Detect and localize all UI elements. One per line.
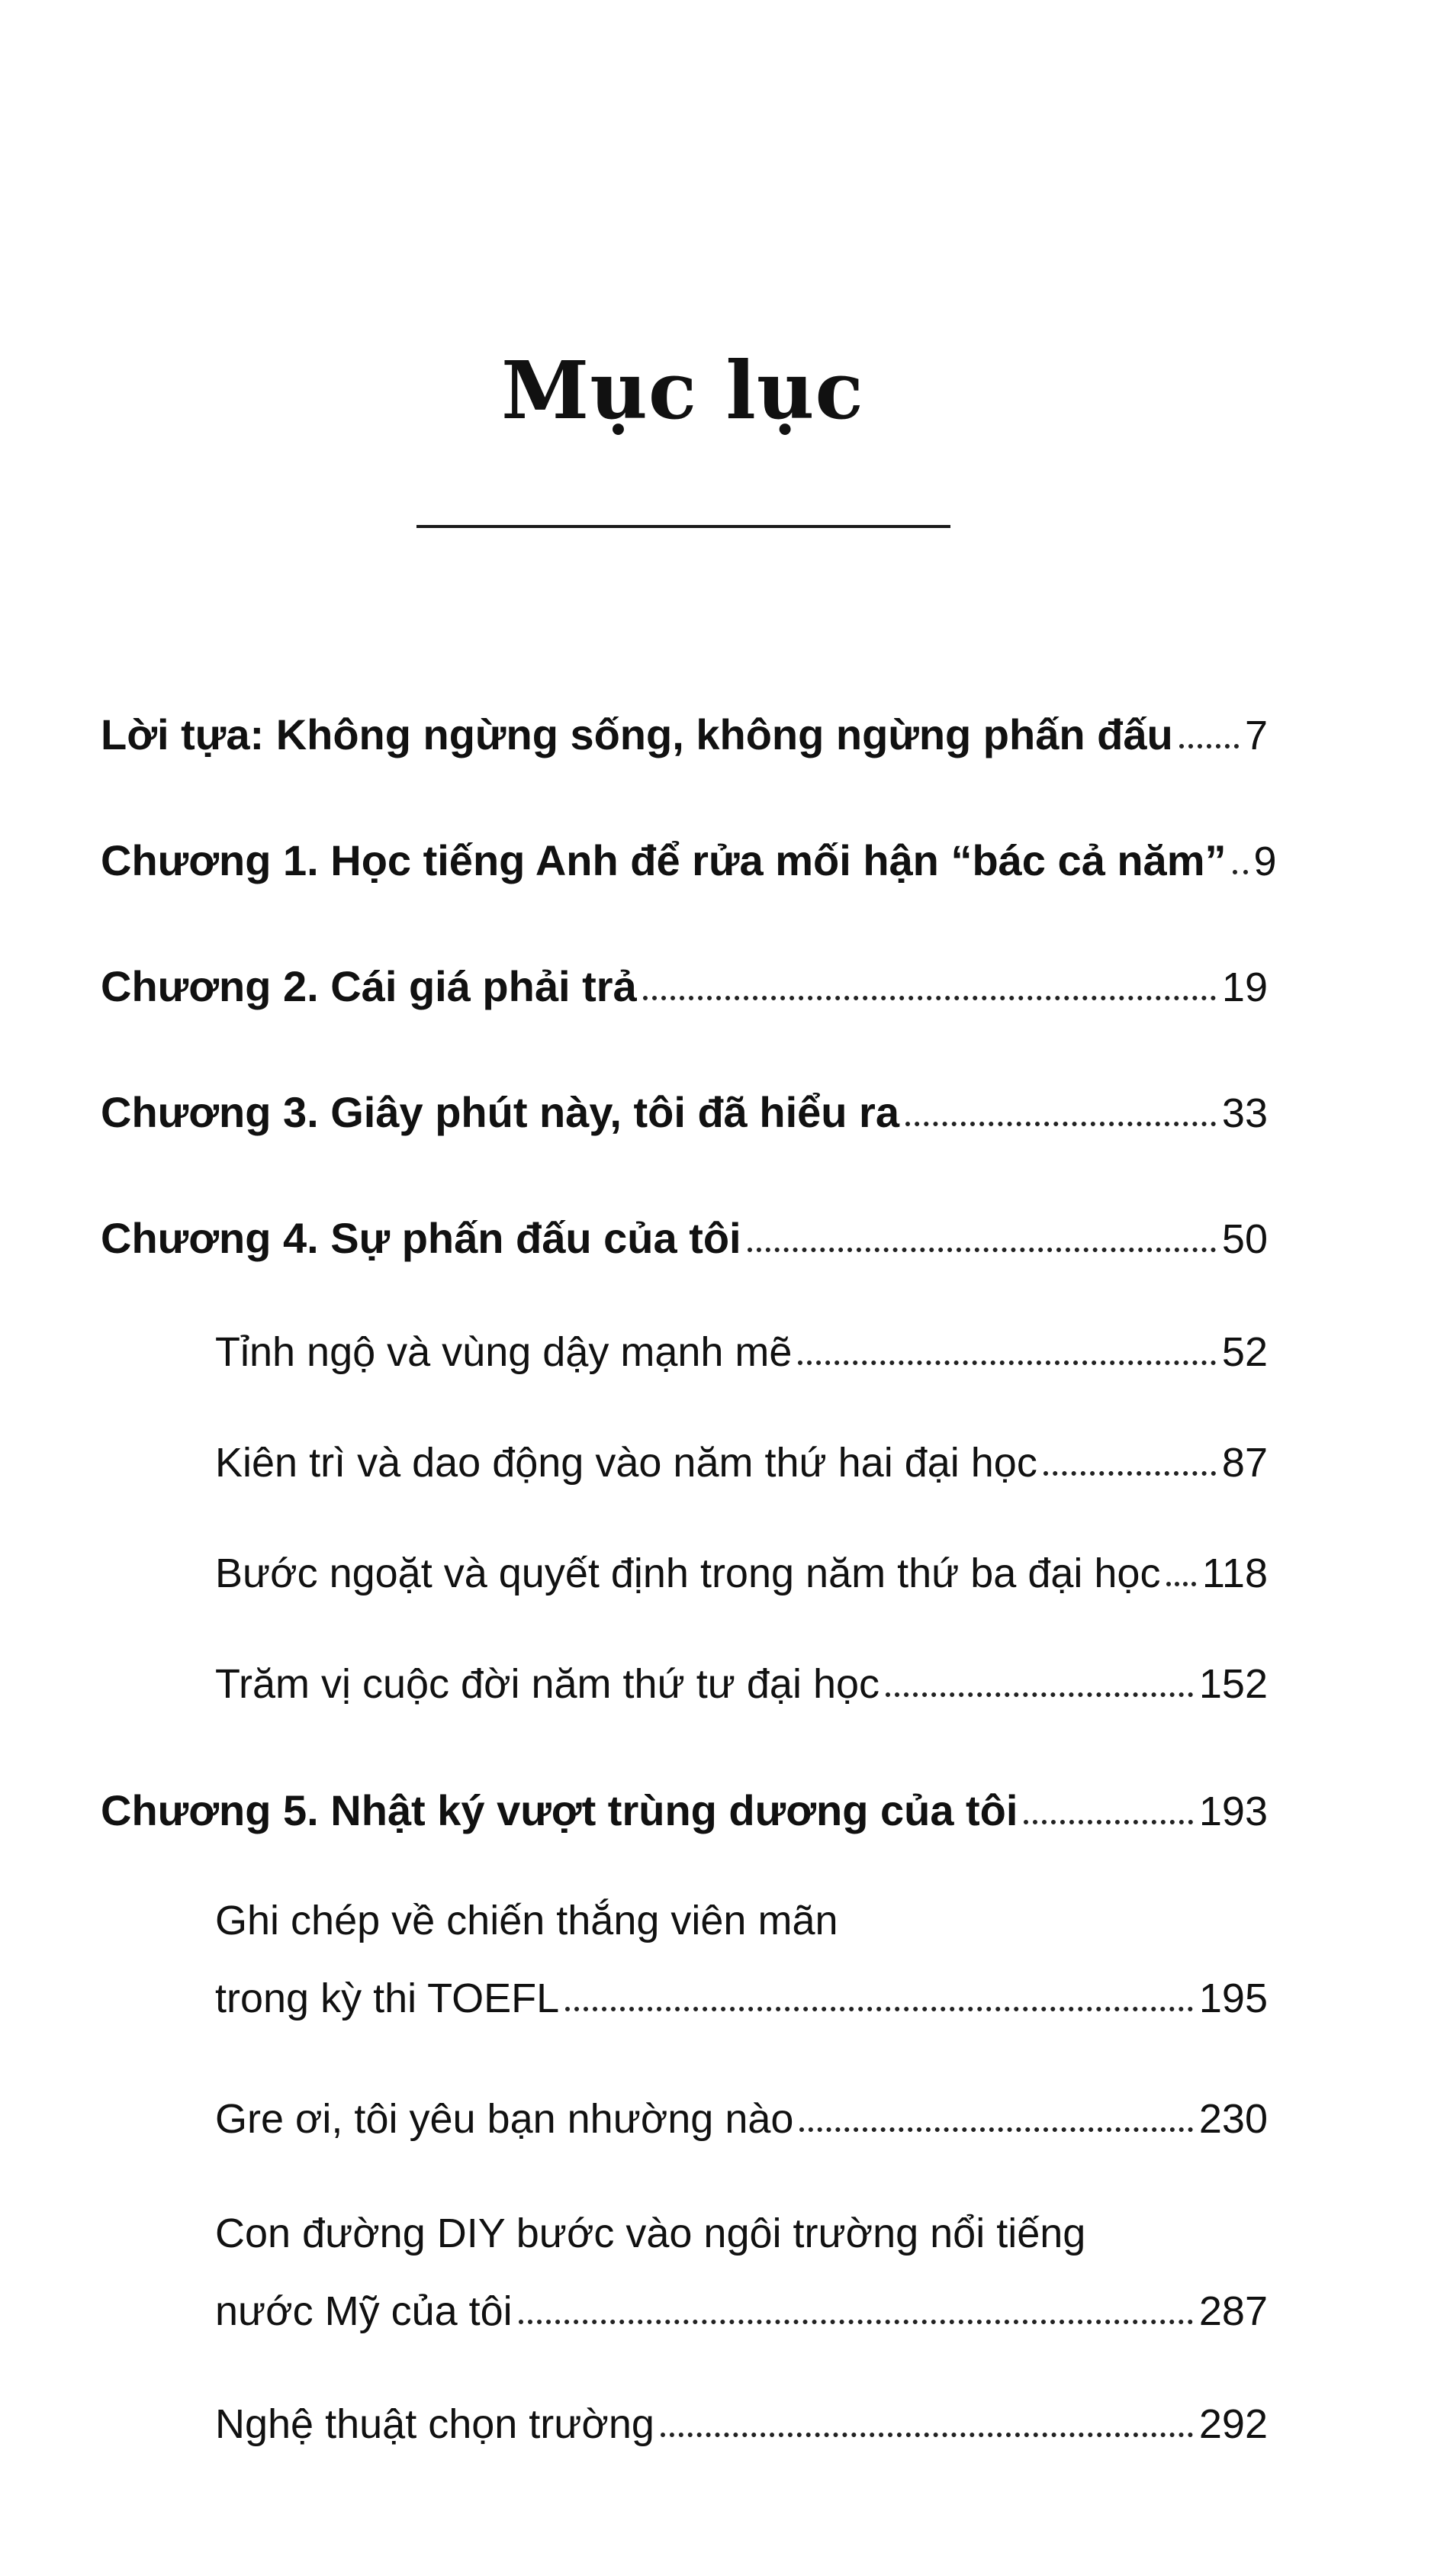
dot-leader (748, 1248, 1216, 1252)
toc-entry-second-line (215, 1975, 1268, 2021)
toc-page-number: 19 (1221, 964, 1268, 1010)
toc-entry-section-5-3[interactable] (215, 2213, 1268, 2332)
toc-entry-section-5-2[interactable] (215, 2098, 1268, 2140)
toc-entry-label: Nghệ thuật chọn trường (215, 2401, 654, 2447)
dot-leader (519, 2320, 1193, 2324)
toc-page-number: 118 (1201, 1550, 1268, 1596)
toc-entry-label-line-2: nước Mỹ của tôi (215, 2288, 513, 2334)
toc-page-number: 195 (1198, 1975, 1268, 2021)
toc-entry-chapter-5[interactable] (101, 1786, 1268, 1834)
toc-entry-label: Chương 5. Nhật ký vượt trùng dương của tôi (101, 1786, 1018, 1834)
toc-entry-chapter-1[interactable] (101, 836, 1277, 884)
toc-page-number: 292 (1198, 2401, 1268, 2447)
toc-entry-label: Chương 1. Học tiếng Anh để rửa mối hận “bác cả năm” (101, 836, 1227, 884)
toc-entry-section-4-4[interactable] (215, 1663, 1268, 1705)
toc-page-number: 52 (1221, 1329, 1268, 1375)
dot-leader (1166, 1582, 1195, 1586)
toc-entry-label: Bước ngoặt và quyết định trong năm thứ ba đại học (215, 1550, 1161, 1596)
toc-entry-label-line-2: trong kỳ thi TOEFL (215, 1975, 560, 2021)
toc-entry-chapter-4[interactable] (101, 1214, 1268, 1262)
toc-page-number: 87 (1221, 1440, 1268, 1486)
toc-entry-section-5-4[interactable] (215, 2401, 1268, 2447)
toc-page-number: 152 (1198, 1661, 1268, 1707)
toc-entry-label-line-1: Ghi chép về chiến thắng viên mãn (215, 1898, 838, 1943)
toc-entry-label: Tỉnh ngộ và vùng dậy mạnh mẽ (215, 1329, 793, 1375)
toc-page-number: 193 (1198, 1789, 1268, 1834)
toc-entry-label: Chương 2. Cái giá phải trả (101, 962, 637, 1010)
toc-page-number: 50 (1221, 1216, 1268, 1262)
toc-entry-label: Chương 3. Giây phút này, tôi đã hiểu ra (101, 1088, 899, 1136)
toc-entry-label: Trăm vị cuộc đời năm thứ tư đại học (215, 1661, 880, 1707)
dot-leader (905, 1122, 1216, 1126)
toc-entry-section-5-1[interactable] (215, 1900, 1268, 2019)
toc-page-number: 33 (1221, 1090, 1268, 1136)
toc-entry-chapter-3[interactable] (101, 1088, 1268, 1136)
toc-page-number: 287 (1198, 2288, 1268, 2334)
dot-leader (799, 2127, 1192, 2132)
dot-leader (1044, 1471, 1216, 1476)
toc-entry-label-line-1: Con đường DIY bước vào ngôi trường nổi tiếng (215, 2211, 1086, 2256)
toc-entry-label: Kiên trì và dao động vào năm thứ hai đại học (215, 1440, 1037, 1486)
toc-entry-preface[interactable] (101, 710, 1268, 758)
dot-leader (1233, 870, 1248, 874)
toc-page-number: 9 (1253, 839, 1277, 884)
dot-leader (886, 1692, 1193, 1697)
toc-entry-section-4-3[interactable] (215, 1550, 1268, 1596)
dot-leader (661, 2433, 1193, 2437)
dot-leader (565, 2007, 1193, 2011)
toc-entry-label: Gre ơi, tôi yêu bạn nhường nào (215, 2096, 794, 2142)
dot-leader (1024, 1820, 1192, 1824)
toc-page-number: 230 (1198, 2096, 1268, 2142)
toc-entry-section-4-1[interactable] (215, 1331, 1268, 1373)
title-divider (416, 525, 950, 528)
toc-entry-label: Chương 4. Sự phấn đấu của tôi (101, 1214, 741, 1262)
toc-entry-label: Lời tựa: Không ngừng sống, không ngừng phấn đấu (101, 710, 1173, 758)
page-title: Mục lục (501, 343, 864, 437)
dot-leader (643, 996, 1216, 1000)
toc-page-number: 7 (1244, 713, 1268, 758)
toc-entry-chapter-2[interactable] (101, 962, 1268, 1010)
dot-leader (1179, 744, 1239, 749)
dot-leader (798, 1360, 1215, 1365)
toc-entry-section-4-2[interactable] (215, 1440, 1268, 1486)
toc-entry-second-line (215, 2288, 1268, 2334)
